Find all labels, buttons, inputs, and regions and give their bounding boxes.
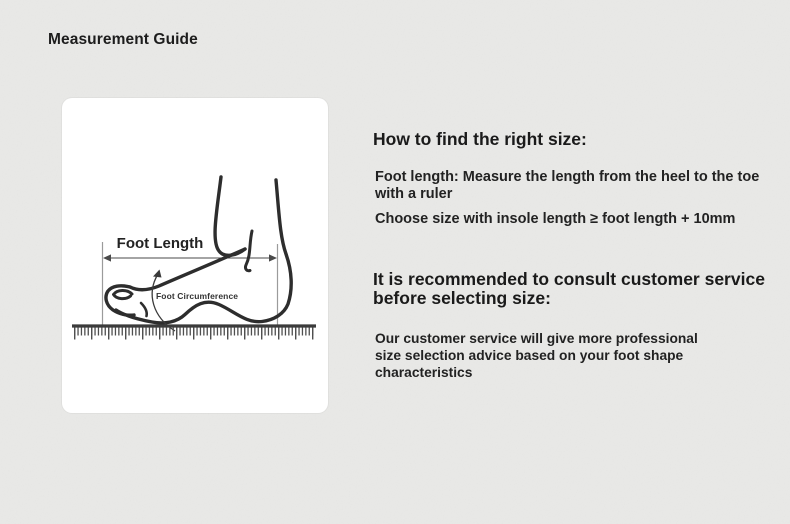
recommendation-body: Our customer service will give more professional size selection advice based on your foot shape characteristics (375, 331, 698, 380)
recommendation-heading: It is recommended to consult customer service before selecting size: (373, 269, 765, 308)
size-guide-heading: How to find the right size: (373, 129, 587, 149)
foot-circumference-label: Foot Circumference (156, 291, 239, 301)
insole-length-instruction: Choose size with insole length ≥ foot length + 10mm (375, 211, 736, 227)
foot-diagram-card (62, 98, 328, 413)
page-title: Measurement Guide (48, 31, 198, 48)
ruler (72, 326, 316, 334)
foot-length-instruction: Foot length: Measure the length from the heel to the toe with a ruler (375, 169, 760, 203)
foot-length-arrow (103, 254, 277, 261)
foot-length-label: Foot Length (116, 235, 204, 252)
foot-measurement-diagram (62, 98, 328, 413)
